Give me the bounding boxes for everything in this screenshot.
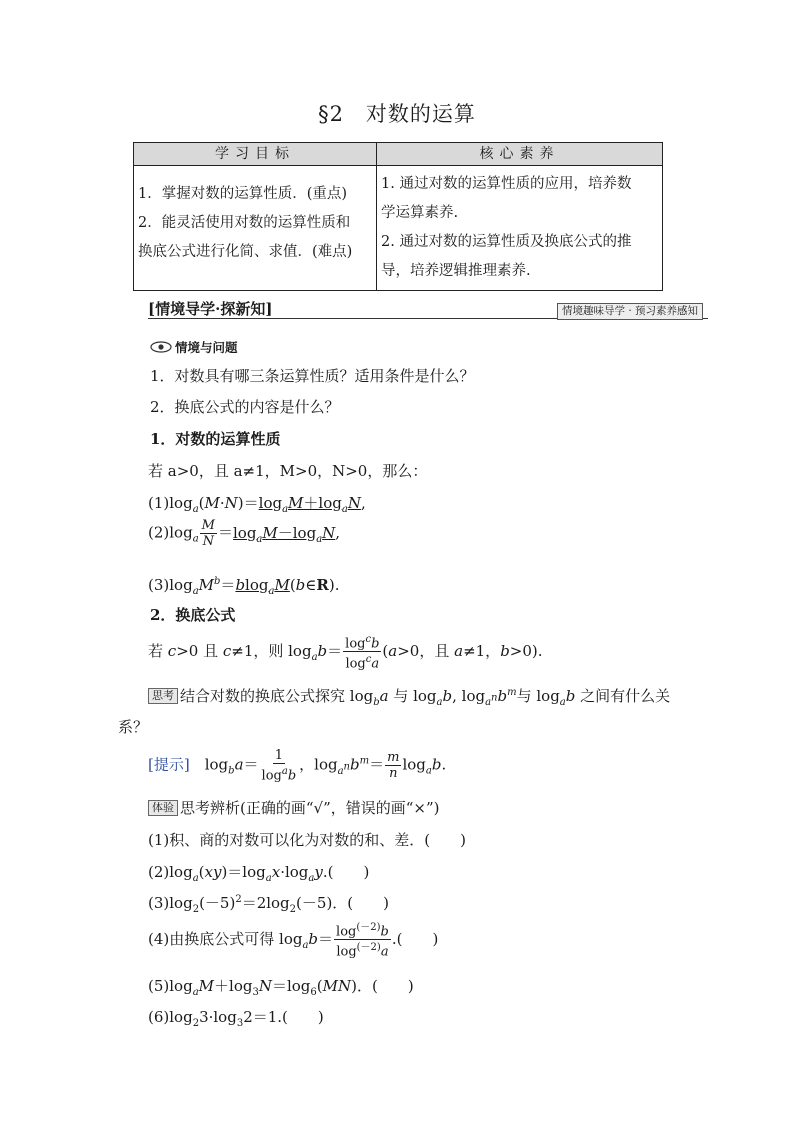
think-question-cont: 系？ — [118, 718, 149, 736]
literacy-cell — [377, 166, 663, 291]
table-header-objectives: 学习目标 — [134, 143, 377, 166]
section-title: [情境导学·探新知] — [148, 300, 273, 318]
practice-intro: 体验 思考辨析(正确的画“√”，错误的画“×”) — [148, 797, 440, 818]
eye-icon — [150, 341, 172, 353]
hint-line: [提示] $\log_ba=$ $\frac{1}{\log^ab}$ ，$\log_{a^n}b^m=$ $\frac{m}{n}$ $\log_ab$. — [148, 748, 447, 784]
fraction: $\frac{\log^cb}{\log^ca}$ — [345, 634, 380, 672]
objective-line: 2．能灵活使用对数的运算性质和 — [138, 215, 351, 231]
page-title: §2 对数的运算 — [318, 102, 476, 126]
properties-heading: 1．对数的运算性质 — [150, 430, 281, 448]
literacy-line: 2. 通过对数的运算性质及换底公式的推 — [381, 234, 632, 250]
table-header-literacy: 核心素养 — [377, 143, 663, 166]
objectives-table — [133, 142, 663, 291]
section-tag: 情境趣味导学 · 预习素养感知 — [557, 303, 703, 320]
change-of-base-heading: 2．换底公式 — [150, 606, 236, 624]
property-2: $(2)\log_a$ $\frac{M}{N}$ $=\log_aM-\log_aN$, — [148, 518, 341, 549]
fraction: $\frac{1}{\log^ab}$ — [261, 748, 297, 784]
practice-tag: 体验 — [148, 800, 178, 816]
question-2: 2．换底公式的内容是什么？ — [150, 398, 340, 416]
fraction: $\frac{\log^{(-2)}b}{\log^{(-2)}a}$ — [336, 922, 389, 960]
change-of-base-formula: 若 c>0 且 c≠1，则 $\log_ab=$ $\frac{\log^cb}{\log^ca}$ (a>0，且 a≠1，b>0). — [148, 634, 543, 672]
objective-line: 1．掌握对数的运算性质．(重点) — [138, 186, 348, 202]
practice-item-4: (4)由换底公式可得 $\log_ab=$ $\frac{\log^{(-2)}b}{\log^{(-2)}a}$ .( ) — [148, 922, 439, 960]
think-question: 思考 结合对数的换底公式探究 $\log_ba$ 与 $\log_ab$, $\log_{a^n}b^m$与 $\log_ab$ 之间有什么关 — [148, 685, 670, 708]
sub-heading-label: 情境与问题 — [175, 340, 238, 355]
hint-label: [提示] — [148, 755, 190, 774]
literacy-line: 导，培养逻辑推理素养. — [381, 263, 531, 279]
property-3: $(3)\log_aM^b=blog_aM(b\in R)$. — [148, 576, 340, 597]
objectives-cell — [134, 166, 377, 291]
condition-line: 若 a>0，且 a≠1，M>0，N>0，那么： — [148, 462, 428, 480]
practice-item-3: $(3)\log_2(-5)^2=2\log_2(-5)$．( ) — [148, 894, 389, 915]
practice-item-5: $(5)\log_aM+\log_3N=\log_6(MN)$．( ) — [148, 977, 414, 998]
fraction: $\frac{m}{n}$ — [387, 750, 400, 782]
objective-line: 换底公式进行化简、求值．(难点) — [138, 244, 353, 260]
property-1: $(1)\log_a(M\cdot N)=\log_aM+\log_aN$, — [148, 494, 366, 515]
practice-item-1: (1)积、商的对数可以化为对数的和、差．( ) — [148, 831, 466, 849]
sub-heading — [150, 338, 238, 356]
question-1: 1．对数具有哪三条运算性质？适用条件是什么？ — [150, 367, 475, 385]
think-tag: 思考 — [148, 688, 178, 704]
fraction: $\frac{M}{N}$ — [201, 518, 215, 549]
practice-item-6: $(6)\log_23\cdot\log_32=1$.( ) — [148, 1008, 324, 1029]
literacy-line: 1. 通过对数的运算性质的应用，培养数 — [381, 176, 632, 192]
literacy-line: 学运算素养. — [381, 205, 459, 221]
practice-item-2: $(2)\log_a(xy)=\log_ax\cdot\log_ay$.( ) — [148, 863, 370, 884]
